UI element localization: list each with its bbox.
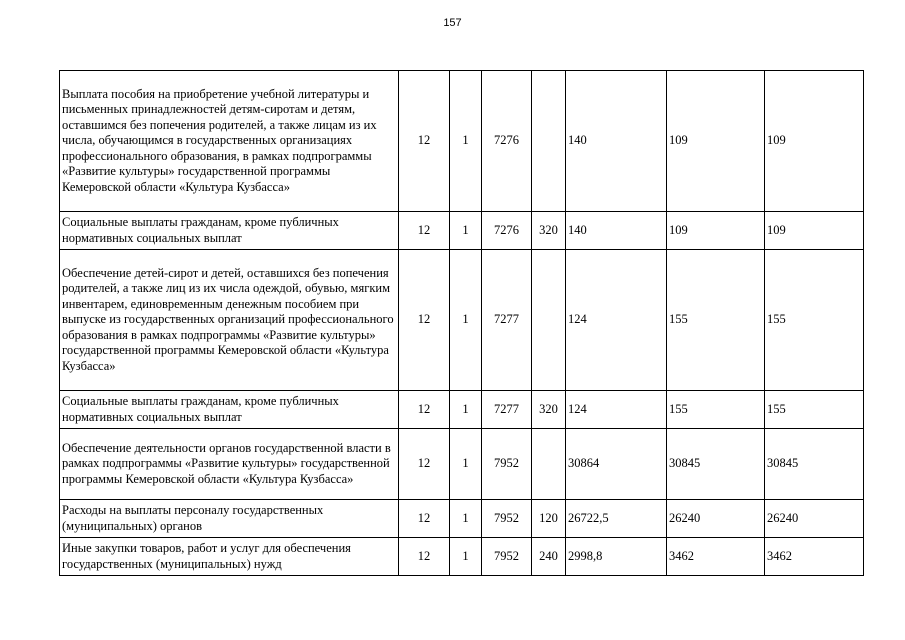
target-article-cell: 7277 [482, 250, 532, 391]
section-cell: 12 [399, 538, 450, 576]
amount-3-cell: 3462 [765, 538, 864, 576]
target-article-cell: 7952 [482, 429, 532, 500]
target-article-cell: 7952 [482, 500, 532, 538]
row-description: Социальные выплаты гражданам, кроме публичных нормативных социальных выплат [60, 391, 399, 429]
section-cell: 12 [399, 212, 450, 250]
expense-type-cell [532, 71, 566, 212]
section-cell: 12 [399, 429, 450, 500]
subsection-cell: 1 [450, 71, 482, 212]
subsection-cell: 1 [450, 391, 482, 429]
amount-1-cell: 140 [566, 71, 667, 212]
subsection-cell: 1 [450, 429, 482, 500]
amount-2-cell: 109 [667, 71, 765, 212]
amount-3-cell: 155 [765, 250, 864, 391]
target-article-cell: 7276 [482, 71, 532, 212]
amount-1-cell: 26722,5 [566, 500, 667, 538]
subsection-cell: 1 [450, 250, 482, 391]
amount-2-cell: 155 [667, 391, 765, 429]
table-row [60, 71, 864, 212]
amount-1-cell: 124 [566, 391, 667, 429]
page-number: 157 [443, 17, 462, 29]
amount-2-cell: 3462 [667, 538, 765, 576]
amount-2-cell: 109 [667, 212, 765, 250]
table-row [60, 538, 864, 576]
section-cell: 12 [399, 71, 450, 212]
target-article-cell: 7276 [482, 212, 532, 250]
amount-1-cell: 124 [566, 250, 667, 391]
expense-type-cell [532, 429, 566, 500]
amount-1-cell: 2998,8 [566, 538, 667, 576]
row-description: Выплата пособия на приобретение учебной литературы и письменных принадлежностей детям-сиротам и детям, оставшимся без попечения родителей, а также лицам из их числа, обучающимся в государственных организациях профессионального образования, в рамках подпрограммы «Развитие культуры» государственной программы Кемеровской области «Культура Кузбасса» [60, 71, 399, 212]
amount-3-cell: 109 [765, 212, 864, 250]
amount-1-cell: 140 [566, 212, 667, 250]
subsection-cell: 1 [450, 212, 482, 250]
amount-2-cell: 30845 [667, 429, 765, 500]
row-description: Иные закупки товаров, работ и услуг для обеспечения государственных (муниципальных) нужд [60, 538, 399, 576]
section-cell: 12 [399, 391, 450, 429]
amount-3-cell: 109 [765, 71, 864, 212]
table-row [60, 429, 864, 500]
amount-2-cell: 155 [667, 250, 765, 391]
table-row [60, 212, 864, 250]
expense-type-cell: 320 [532, 212, 566, 250]
amount-3-cell: 26240 [765, 500, 864, 538]
section-cell: 12 [399, 250, 450, 391]
amount-1-cell: 30864 [566, 429, 667, 500]
row-description: Обеспечение деятельности органов государственной власти в рамках подпрограммы «Развитие культуры» государственной программы Кемеровской области «Культура Кузбасса» [60, 429, 399, 500]
target-article-cell: 7277 [482, 391, 532, 429]
row-description: Обеспечение детей-сирот и детей, оставшихся без попечения родителей, а также лиц из их числа одеждой, обувью, мягким инвентарем, единовременным денежным пособием при выпуске из государственных организаций профессионального образования в рамках подпрограммы «Развитие культуры» государственной программы Кемеровской области «Культура Кузбасса» [60, 250, 399, 391]
expense-type-cell: 120 [532, 500, 566, 538]
amount-2-cell: 26240 [667, 500, 765, 538]
section-cell: 12 [399, 500, 450, 538]
target-article-cell: 7952 [482, 538, 532, 576]
expense-type-cell: 240 [532, 538, 566, 576]
expense-type-cell [532, 250, 566, 391]
table-row [60, 391, 864, 429]
row-description: Расходы на выплаты персоналу государственных (муниципальных) органов [60, 500, 399, 538]
subsection-cell: 1 [450, 538, 482, 576]
amount-3-cell: 30845 [765, 429, 864, 500]
budget-table [59, 70, 864, 576]
amount-3-cell: 155 [765, 391, 864, 429]
row-description: Социальные выплаты гражданам, кроме публичных нормативных социальных выплат [60, 212, 399, 250]
table-row [60, 250, 864, 391]
subsection-cell: 1 [450, 500, 482, 538]
expense-type-cell: 320 [532, 391, 566, 429]
table-row [60, 500, 864, 538]
